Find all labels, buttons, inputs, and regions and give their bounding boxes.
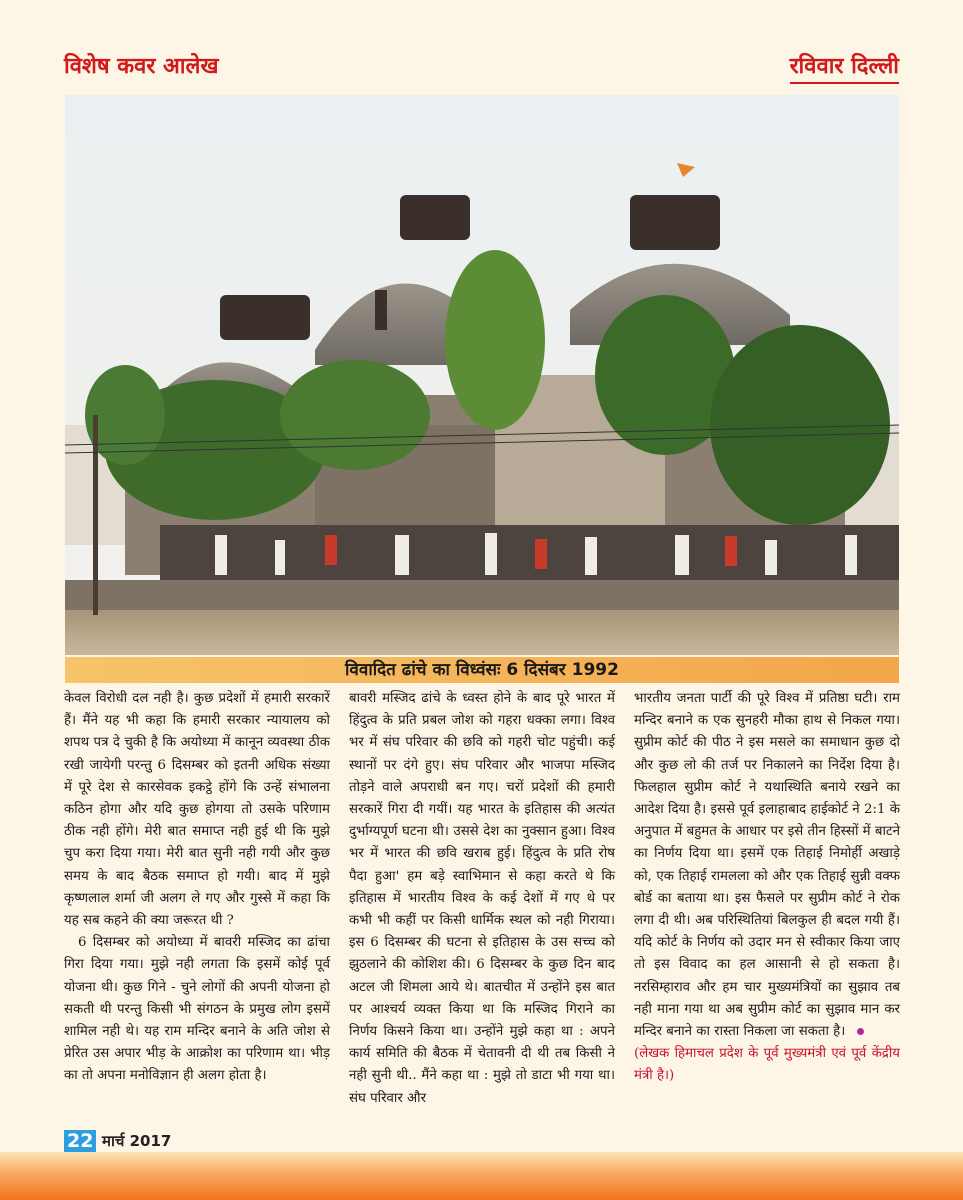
page-number: 22 [64, 1130, 96, 1152]
photo-illustration [65, 95, 899, 655]
photo-caption: विवादित ढांचे का विध्वंसः 6 दिसंबर 1992 [65, 657, 899, 683]
demolition-photo [65, 95, 899, 655]
section-title: विशेष कवर आलेख [64, 54, 219, 79]
author-note: (लेखक हिमाचल प्रदेश के पूर्व मुख्यमंत्री एवं पूर्व केंद्रीय मंत्री है।) [634, 1046, 900, 1084]
paragraph: बावरी मस्जिद ढांचे के ध्वस्त होने के बाद पूरे भारत में हिंदुत्व के प्रति प्रबल जोश को गहरा धक्का लगा। विश्व भर में संघ परिवार की छवि को गहरी चोट पहुंची। कई स्थानों पर दंगे हुए। संघ परिवार और भाजपा मस्जिद तोड़ने वाले अपराधी बन गए। चरों प्रदेशों की हमारी सरकारें गिरा दी गयीं। यह भारत के इतिहास की अत्यंत दुर्भाग्यपूर्ण घटना थी। उससे देश का नुक्सान हुआ। विश्व भर में भारत की छवि खराब हुई। हिंदुत्व के प्रति रोष पैदा हुआ' हम बड़े स्वाभिमान से कहा करते थे कि इतिहास में भारतीय विश्व के कई देशों में गए थे पर कभी भी कहीं पर किसी धार्मिक स्थल को नही गिराया। इस 6 दिसम्बर की घटना से इतिहास के उस सच्च को झुठलाने की कोशिश की। 6 दिसम्बर के कुछ दिन बाद अटल जी शिमला आये थे। बातचीत में उन्होंने इस बात पर आश्चर्य व्यक्त किया था कि मस्जिद गिराने का निर्णय किसने किया था। उन्होंने मुझे कहा था : अपने कार्य समिति की बैठक में चेतावनी दी थी तब किसी ने नही सुनी थी.. मैंने कहा था : मुझे तो डाटा भी गया था। संघ परिवार और [349, 691, 615, 1106]
paragraph-text: भारतीय जनता पार्टी की पूरे विश्व में प्रतिष्ठा घटी। राम मन्दिर बनाने क एक सुनहरी मौका हाथ से निकल गया। सुप्रीम कोर्ट की पीठ ने इस मसले का समाधान कुछ दो और कुछ लो की तर्ज पर निकालने का निर्देश दिया है। फिलहाल सुप्रीम कोर्ट ने यथास्थिति बनाये रखने का आदेश दिया है। इससे पूर्व इलाहाबाद हाईकोर्ट ने 2:1 के अनुपात में बहुमत के आधार पर इसे तीन हिस्सों में बाटने का निर्णय दिया था। इसमें एक तिहाई निमोर्ही अखाड़े को, एक तिहाई रामलला को और एक तिहाई सुन्नी वक्फ बोर्ड का बताया था। इस फैसले पर सुप्रीम कोर्ट ने रोक लगा दी थी। अब परिस्थितियां बिलकुल ही बदल गयी हैं। यदि कोर्ट के निर्णय को उदार मन से स्वीकार किया जाए तो इस विवाद का हल आसानी से हो सकता है। नरसिम्हाराव और हम चार मुख्यमंत्रियों का सुझाव तब नही माना गया था अब सुप्रीम कोर्ट का सुझाव मान कर मन्दिर बनाने का रास्ता निकला जा सकता है। [634, 691, 900, 1040]
edition-title: रविवार दिल्ली [790, 50, 899, 84]
footer-band [0, 1152, 963, 1200]
article-column-1 [64, 688, 330, 1088]
article-column-3 [634, 688, 900, 1088]
paragraph: 6 दिसम्बर को अयोध्या में बावरी मस्जिद का ढांचा गिरा दिया गया। मुझे नही लगता कि इसमें कोई पूर्व योजना थी। कुछ गिने - चुने लोगों की अपनी योजना हो सकती थी परन्तु किसी भी संगठन के प्रमुख लोग इसमें शामिल नही थे। यह राम मन्दिर बनाने के अति जोश से प्रेरित उस अपार भीड़ के आक्रोश का परिणाम था। भीड़ का तो अपना मनोविज्ञान ही अलग होता है। [64, 935, 330, 1084]
issue-date: मार्च 2017 [102, 1132, 172, 1150]
article-end-mark-icon [857, 1028, 864, 1035]
article-column-2 [349, 688, 615, 1110]
paragraph [634, 688, 900, 1043]
paragraph: केवल विरोधी दल नही है। कुछ प्रदेशों में हमारी सरकारें हैं। मैंने यह भी कहा कि हमारी सरकार न्यायालय को शपथ पत्र दे चुकी है कि अयोध्या में कानून व्यवस्था ठीक रखी जायेगी परन्तु 6 दिसम्बर को इतनी अधिक संख्या में पूरे देश से कारसेवक इकट्ठे होंगे कि उन्हें संभालना कठिन होगा और यदि कुछ होगया तो उसके परिणाम ठीक नही होंगे। मेरी बात समाप्त नही हुई थी कि मुझे चुप करा दिया गया। मेरी बात सुनी नही गयी और कुछ समय के बाद बैठक समाप्त हो गयी। बाद में मुझे कृष्णलाल शर्मा जी अलग ले गए और गुस्से में कहा कि यह सब कहने की क्या जरूरत थी ? [64, 691, 330, 929]
